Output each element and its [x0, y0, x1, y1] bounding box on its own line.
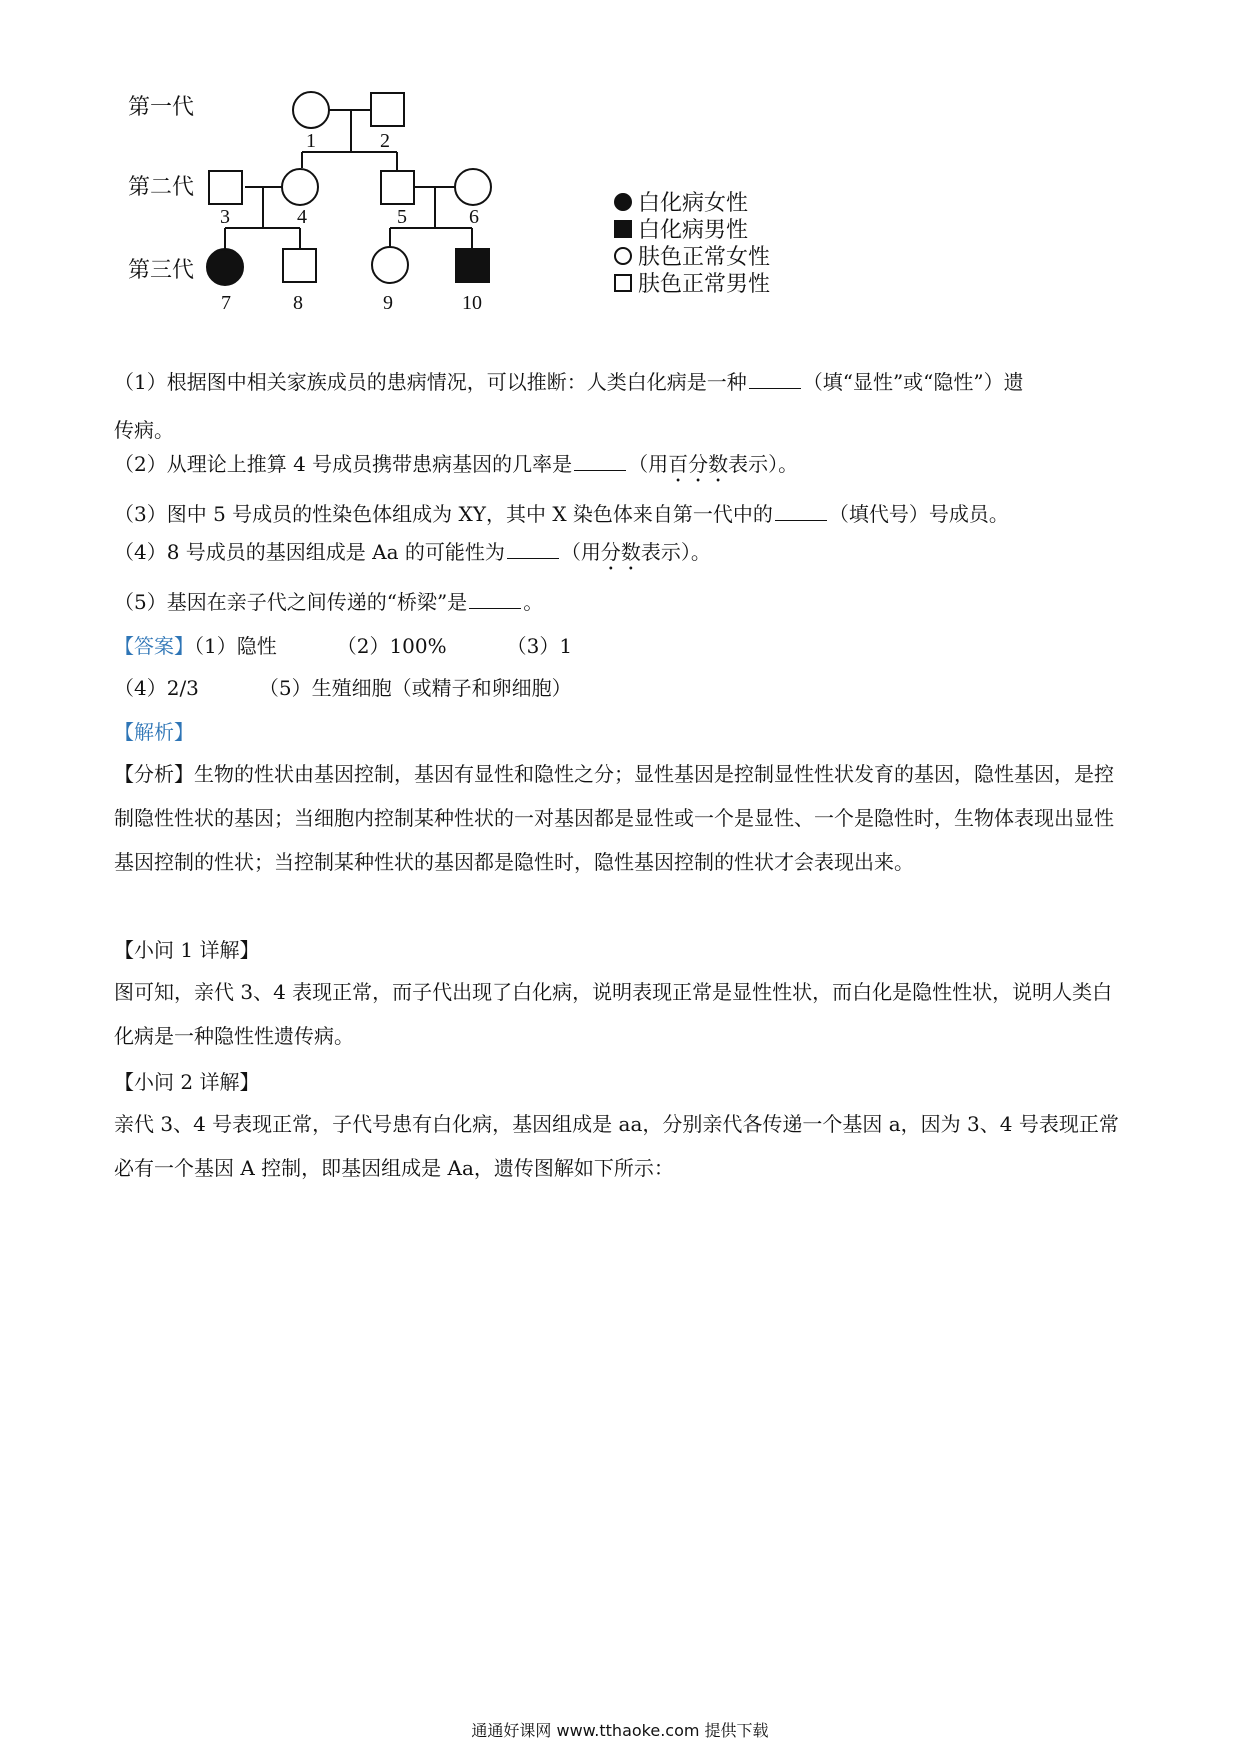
- member-7-symbol: [207, 249, 243, 285]
- member-1-symbol: [293, 92, 329, 128]
- generation-label-3: 第三代: [128, 258, 195, 283]
- member-10-symbol: [456, 249, 489, 282]
- filled-square-icon: [614, 220, 632, 238]
- legend-affected-male: 白化病男性: [614, 213, 748, 244]
- question-5: （5）基因在亲子代之间传递的“桥梁”是 。: [114, 590, 544, 614]
- footer: 通通好课网 www.tthaoke.com 提供下载: [471, 1721, 769, 1740]
- member-2-label: 2: [380, 130, 390, 152]
- member-10-label: 10: [462, 292, 482, 314]
- legend-normal-male: 肤色正常男性: [614, 267, 770, 298]
- answer-blank: [469, 588, 521, 609]
- answer-blank: [749, 368, 801, 389]
- member-6-symbol: [455, 169, 491, 205]
- member-3-symbol: [209, 171, 242, 204]
- member-3-label: 3: [220, 206, 230, 228]
- question-1: （1）根据图中相关家族成员的患病情况，可以推断：人类白化病是一种 （填“显性”或“隐性”）遗 传病。: [114, 370, 1024, 442]
- answer-line-2: （4）2/3 （5）生殖细胞（或精子和卵细胞）: [114, 676, 572, 700]
- member-9-symbol: [372, 247, 408, 283]
- legend-normal-female: 肤色正常女性: [614, 240, 770, 271]
- member-4-symbol: [282, 169, 318, 205]
- sub2-text: 亲代 3、4 号表现正常，子代号患有白化病，基因组成是 aa，分别亲代各传递一个基因 a，因为 3、4 号表现正常必有一个基因 A 控制，即基因组成是 Aa，遗传图解如下所示：: [114, 1112, 1119, 1180]
- member-4-label: 4: [297, 206, 307, 228]
- question-2: （2）从理论上推算 4 号成员携带患病基因的几率是 （用百分数表示）。: [114, 452, 799, 476]
- sub1-label: 【小问 1 详解】: [114, 938, 260, 962]
- analysis-fenxi: 【分析】生物的性状由基因控制，基因有显性和隐性之分；显性基因是控制显性性状发育的基因，隐性基因，是控制隐性性状的基因；当细胞内控制某种性状的一对基因都是显性或一个是显性、一个是隐性时，生物体表现出显性基因控制的性状；当控制某种性状的基因都是隐性时，隐性基因控制的性状才会表现出来。: [114, 762, 1114, 874]
- legend-affected-female: 白化病女性: [614, 186, 748, 217]
- answer-line-1: 【答案】（1）隐性 （2）100% （3）1: [114, 634, 573, 658]
- answer-blank: [775, 500, 827, 521]
- member-7-label: 7: [221, 292, 231, 314]
- member-5-label: 5: [397, 206, 407, 228]
- member-6-label: 6: [469, 206, 479, 228]
- question-3: （3）图中 5 号成员的性染色体组成为 XY，其中 X 染色体来自第一代中的 （填代号）号成员。: [114, 502, 1009, 526]
- member-8-label: 8: [293, 292, 303, 314]
- open-square-icon: [614, 274, 632, 292]
- answer-label: 【答案】: [114, 634, 194, 658]
- sub1-text: 图可知，亲代 3、4 表现正常，而子代出现了白化病，说明表现正常是显性性状，而白化是隐性性状，说明人类白化病是一种隐性性遗传病。: [114, 980, 1113, 1048]
- generation-label-2: 第二代: [128, 175, 195, 200]
- question-4: （4）8 号成员的基因组成是 Aa 的可能性为 （用分数表示）。: [114, 540, 711, 564]
- member-8-symbol: [283, 249, 316, 282]
- generation-label-1: 第一代: [128, 95, 195, 120]
- filled-circle-icon: [614, 193, 632, 211]
- member-5-symbol: [381, 171, 414, 204]
- member-1-label: 1: [306, 130, 316, 152]
- member-2-symbol: [371, 93, 404, 126]
- open-circle-icon: [614, 247, 632, 265]
- answer-blank: [507, 538, 559, 559]
- sub2-label: 【小问 2 详解】: [114, 1070, 260, 1094]
- answer-blank: [574, 450, 626, 471]
- member-9-label: 9: [383, 292, 393, 314]
- analysis-label: 【解析】: [114, 720, 194, 744]
